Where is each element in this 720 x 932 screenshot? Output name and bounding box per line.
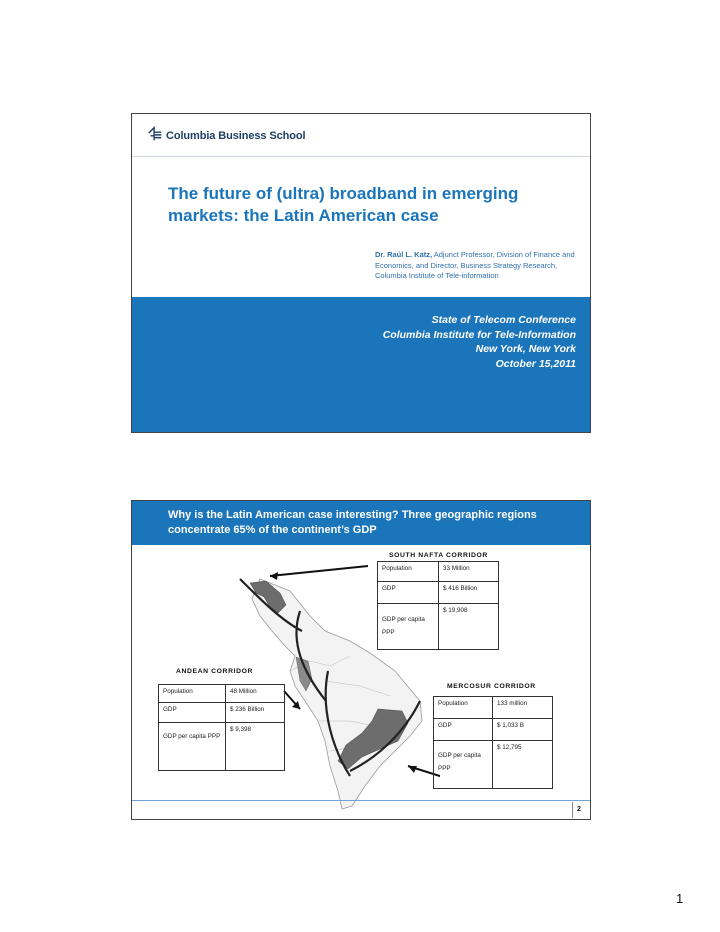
table-key: Population <box>159 685 226 703</box>
conference-line: New York, New York <box>475 343 576 355</box>
table-key: GDP <box>159 703 226 723</box>
conference-line: State of Telecom Conference <box>431 314 576 326</box>
conference-info <box>383 313 576 371</box>
table-key: Population <box>434 697 493 719</box>
table-value: $ 1,033 B <box>493 719 553 741</box>
table-value: 48 Million <box>226 685 285 703</box>
corridors-slide <box>131 500 591 820</box>
slide-page-number: 2 <box>577 806 581 813</box>
author-name: Dr. Raúl L. Katz, <box>375 250 433 259</box>
footer-divider <box>132 800 590 801</box>
table-key: GDP <box>434 719 493 741</box>
presentation-title: The future of (ultra) broadband in emerging markets: the Latin American case <box>168 184 519 225</box>
page-number-box <box>572 802 590 818</box>
slide-header <box>132 114 590 157</box>
title-slide <box>131 113 591 433</box>
table-key: Population <box>378 562 439 582</box>
columbia-crown-logo-icon <box>146 125 164 143</box>
andean-label: ANDEAN CORRIDOR <box>176 668 253 675</box>
slide-title: Why is the Latin American case interesting? Three geographic regions concentrate 65% of the continent’s GDP <box>168 509 537 536</box>
table-value: $ 19,908 <box>439 604 499 650</box>
conference-line: October 15,2011 <box>495 357 576 370</box>
table-value: $ 236 Billion <box>226 703 285 723</box>
table-key: GDP <box>378 582 439 604</box>
conference-line: Columbia Institute for Tele-Information <box>382 328 576 341</box>
mercosur-table <box>433 696 553 789</box>
andean-table <box>158 684 285 771</box>
author-description: Adjunct Professor, Division of Finance and Economics, and Director, Business Strategy Research, Columbia Institute of Tele-information <box>375 250 575 280</box>
document-page-number: 1 <box>676 891 684 906</box>
table-key: GDP per capita PPP <box>434 741 493 789</box>
table-value: 133 million <box>493 697 553 719</box>
table-value: 33 Million <box>439 562 499 582</box>
table-value: $ 9,398 <box>226 723 285 771</box>
school-name: Columbia Business School <box>166 130 306 142</box>
south-nafta-label: SOUTH NAFTA CORRIDOR <box>389 552 488 559</box>
author-block <box>375 250 585 282</box>
table-value: $ 12,795 <box>493 741 553 789</box>
table-key: GDP per capita PPP <box>378 604 439 650</box>
table-value: $ 416 Billion <box>439 582 499 604</box>
south-nafta-table <box>377 561 499 650</box>
conference-band <box>132 297 590 432</box>
mercosur-label: MERCOSUR CORRIDOR <box>447 683 536 690</box>
slide-header <box>132 501 590 545</box>
table-key: GDP per capita PPP <box>159 723 226 771</box>
